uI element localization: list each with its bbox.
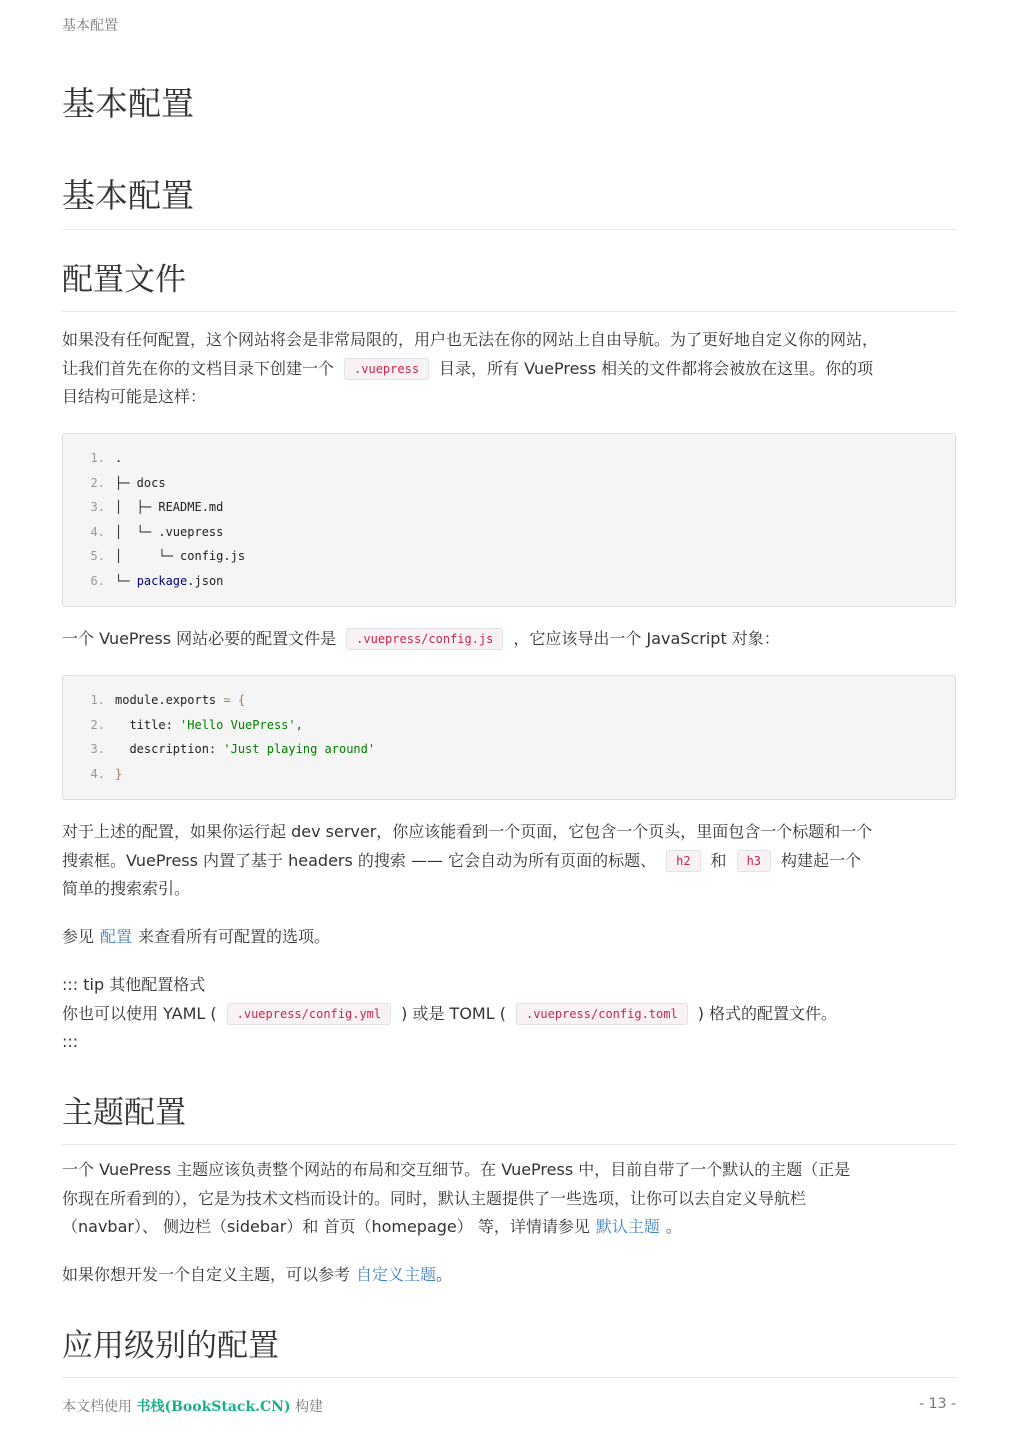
inline-code: .vuepress/config.toml	[516, 1003, 688, 1025]
code-block-tree	[62, 433, 956, 607]
paragraph-theme: 一个 VuePress 主题应该负责整个网站的布局和交互细节。在 VuePress 中，目前自带了一个默认的主题（正是 你现在所看到的），它是为技术文档而设计的。同时，默认主题提供了一些选项，让你可以去自定义导航栏 （navbar）、 侧边栏（sidebar）和 首页（homepage） 等，详情请参见 默认主题 。	[62, 1160, 851, 1236]
default-theme-link[interactable]: 默认主题	[595, 1217, 660, 1236]
code-line: 2. title: 'Hello VuePress',	[90, 717, 303, 732]
code-line: 1. .	[90, 451, 123, 465]
subheading-config-file: 配置文件	[62, 254, 956, 312]
page-footer: 本文档使用 书栈(BookStack.CN) 构建 - 13 -	[62, 1396, 956, 1415]
paragraph-intro: 如果没有任何配置，这个网站将会是非常局限的，用户也无法在你的网站上自由导航。为了更好地自定义你的网站， 让我们首先在你的文档目录下创建一个 .vuepress 目录，所有 VuePress 相关的文件都将会被放在这里。你的项 目结构可能是这样：	[62, 330, 879, 406]
paragraph-see-config: 参见 配置 来查看所有可配置的选项。	[62, 927, 331, 946]
section-heading-theme-config: 主题配置	[62, 1087, 956, 1145]
code-block-config	[62, 675, 956, 800]
inline-code: .vuepress	[344, 358, 429, 380]
paragraph-config-file: 一个 VuePress 网站必要的配置文件是 .vuepress/config.js ，它应该导出一个 JavaScript 对象：	[62, 629, 780, 648]
code-line: 3. │ ├─ README.md	[90, 500, 224, 515]
section-heading-app-config: 应用级别的配置	[62, 1320, 956, 1378]
tip-block: ::: tip 其他配置格式 你也可以使用 YAML ( .vuepress/config.yml ) 或是 TOML ( .vuepress/config.toml ) 格式的配置文件。 :::	[62, 975, 838, 1051]
config-link[interactable]: 配置	[100, 927, 133, 946]
code-line: 2. ├─ docs	[90, 475, 166, 490]
document-title: 基本配置	[62, 84, 194, 123]
section-heading-basic-config: 基本配置	[62, 170, 956, 230]
inline-code: h2	[666, 850, 700, 872]
paragraph-custom-theme: 如果你想开发一个自定义主题，可以参考 自定义主题。	[62, 1265, 453, 1284]
page-number: - 13 -	[919, 1396, 956, 1412]
custom-theme-link[interactable]: 自定义主题	[356, 1265, 437, 1284]
inline-code: .vuepress/config.yml	[227, 1003, 392, 1025]
code-line: 4. │ └─ .vuepress	[90, 524, 224, 539]
code-line: 5. │ └─ config.js	[90, 549, 246, 564]
inline-code: .vuepress/config.js	[346, 628, 503, 650]
running-header: 基本配置	[62, 18, 118, 34]
code-line: 6. └─ package.json	[90, 573, 224, 588]
code-line: 1. module.exports = {	[90, 693, 246, 707]
paragraph-dev-server: 对于上述的配置，如果你运行起 dev server，你应该能看到一个页面，它包含一个页头，里面包含一个标题和一个 搜索框。VuePress 内置了基于 headers 的搜索 —— 它会自动为所有页面的标题、 h2 和 h3 构建起一个 简单的搜索索引。	[62, 822, 873, 898]
bookstack-brand-link[interactable]: 书栈(BookStack.CN)	[136, 1399, 291, 1415]
code-line: 4. }	[90, 766, 123, 781]
inline-code: h3	[737, 850, 771, 872]
code-line: 3. description: 'Just playing around'	[90, 742, 376, 757]
